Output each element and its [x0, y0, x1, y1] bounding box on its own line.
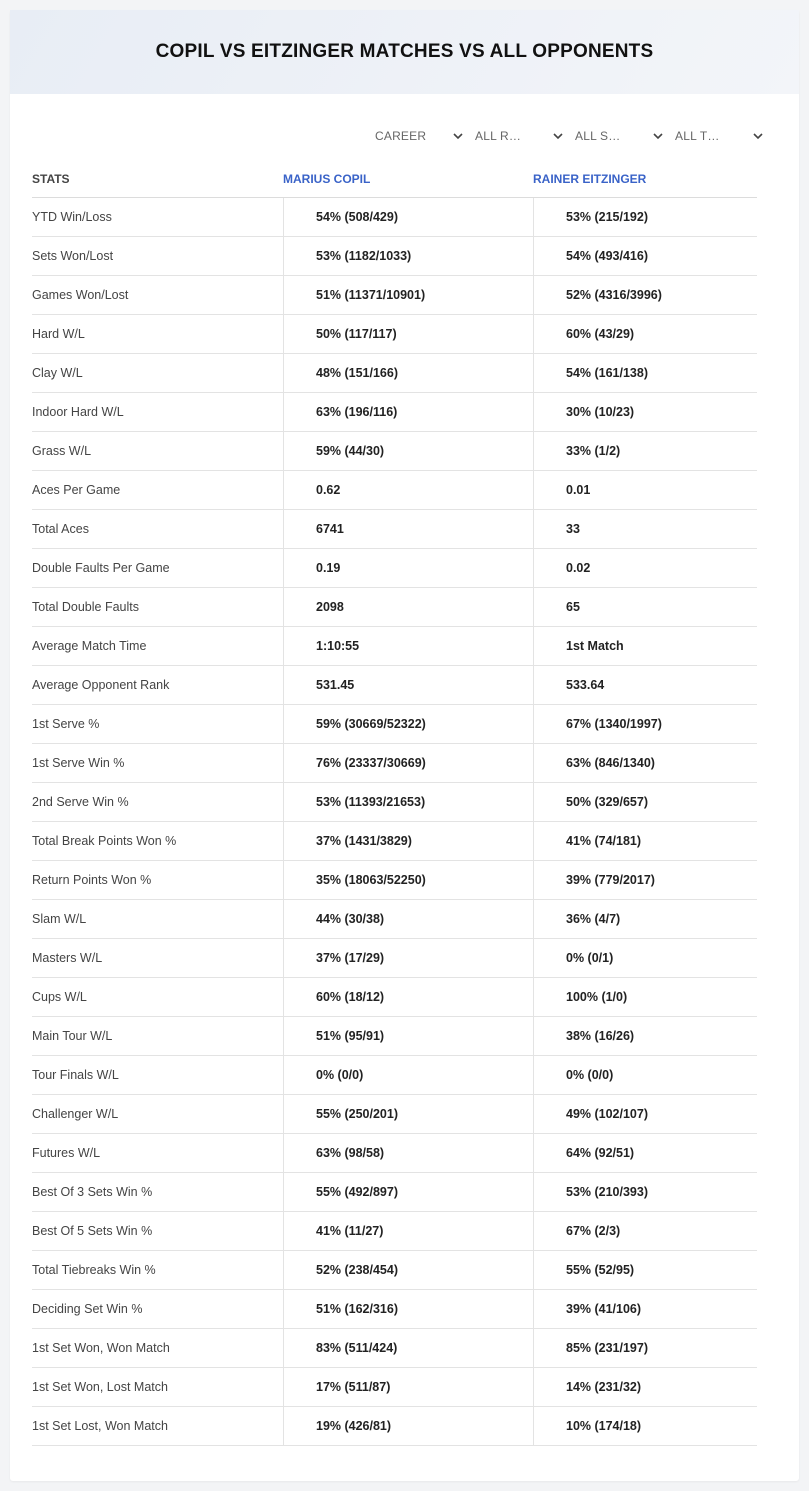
stat-label: Sets Won/Lost [32, 249, 114, 263]
player2-value: 65 [533, 588, 757, 626]
player1-value: 48% (151/166) [283, 354, 533, 392]
table-row [32, 666, 757, 705]
table-row [32, 198, 757, 237]
stat-label: Masters W/L [32, 951, 103, 965]
player1-value: 0.62 [283, 471, 533, 509]
table-row [32, 1290, 757, 1329]
stat-label: Deciding Set Win % [32, 1302, 143, 1316]
player2-value: 67% (1340/1997) [533, 705, 757, 743]
table-row [32, 1368, 757, 1407]
stats-table-header [32, 160, 757, 198]
player1-value: 76% (23337/30669) [283, 744, 533, 782]
table-row [32, 705, 757, 744]
player1-value: 0% (0/0) [283, 1056, 533, 1094]
stat-label: Return Points Won % [32, 873, 152, 887]
player1-value: 41% (11/27) [283, 1212, 533, 1250]
stats-table-body [32, 198, 757, 1446]
player1-value: 53% (1182/1033) [283, 237, 533, 275]
player1-value: 19% (426/81) [283, 1407, 533, 1445]
player2-value: 33 [533, 510, 757, 548]
table-row [32, 471, 757, 510]
player1-value: 59% (44/30) [283, 432, 533, 470]
table-row [32, 432, 757, 471]
table-row [32, 393, 757, 432]
player2-link[interactable]: RAINER EITZINGER [533, 171, 647, 186]
player2-value: 39% (41/106) [533, 1290, 757, 1328]
player2-value: 85% (231/197) [533, 1329, 757, 1367]
player2-value: 60% (43/29) [533, 315, 757, 353]
player2-value: 100% (1/0) [533, 978, 757, 1016]
filter-surface-dropdown[interactable] [565, 126, 665, 146]
player1-value: 6741 [283, 510, 533, 548]
player2-value: 39% (779/2017) [533, 861, 757, 899]
stat-label: Hard W/L [32, 327, 85, 341]
stat-label: Average Opponent Rank [32, 678, 170, 692]
player1-value: 0.19 [283, 549, 533, 587]
player2-value: 63% (846/1340) [533, 744, 757, 782]
stat-label: Slam W/L [32, 912, 87, 926]
player2-value: 55% (52/95) [533, 1251, 757, 1289]
stat-label: 1st Set Won, Lost Match [32, 1380, 168, 1394]
stat-label: Double Faults Per Game [32, 561, 170, 575]
player2-value: 14% (231/32) [533, 1368, 757, 1406]
stat-label: Total Tiebreaks Win % [32, 1263, 156, 1277]
stat-label: Total Double Faults [32, 600, 140, 614]
stat-label: Average Match Time [32, 639, 147, 653]
player2-value: 53% (215/192) [533, 198, 757, 236]
player1-value: 52% (238/454) [283, 1251, 533, 1289]
filter-round-dropdown[interactable] [465, 126, 565, 146]
player2-value: 54% (161/138) [533, 354, 757, 392]
table-row [32, 549, 757, 588]
player1-value: 55% (492/897) [283, 1173, 533, 1211]
player2-value: 0.01 [533, 471, 757, 509]
player1-value: 60% (18/12) [283, 978, 533, 1016]
player2-value: 0% (0/1) [533, 939, 757, 977]
player1-value: 51% (95/91) [283, 1017, 533, 1055]
filter-label: ALL T… [675, 129, 720, 143]
table-row [32, 978, 757, 1017]
player2-value: 10% (174/18) [533, 1407, 757, 1445]
player1-value: 35% (18063/52250) [283, 861, 533, 899]
stat-label: Games Won/Lost [32, 288, 129, 302]
stat-label: Tour Finals W/L [32, 1068, 119, 1082]
player2-value: 1st Match [533, 627, 757, 665]
filter-bar [365, 126, 765, 146]
player2-value: 49% (102/107) [533, 1095, 757, 1133]
chevron-down-icon [651, 129, 665, 143]
stat-label: Challenger W/L [32, 1107, 119, 1121]
stat-label: Grass W/L [32, 444, 92, 458]
stat-label: Total Aces [32, 522, 89, 536]
stat-label: Clay W/L [32, 366, 83, 380]
stat-label: Best Of 5 Sets Win % [32, 1224, 153, 1238]
stat-label: Indoor Hard W/L [32, 405, 124, 419]
table-row [32, 1134, 757, 1173]
table-row [32, 627, 757, 666]
stat-label: Futures W/L [32, 1146, 101, 1160]
player1-value: 17% (511/87) [283, 1368, 533, 1406]
player2-value: 30% (10/23) [533, 393, 757, 431]
player2-value: 533.64 [533, 666, 757, 704]
stat-label: Main Tour W/L [32, 1029, 113, 1043]
stat-label: 1st Set Won, Won Match [32, 1341, 170, 1355]
table-row [32, 939, 757, 978]
player2-value: 53% (210/393) [533, 1173, 757, 1211]
table-row [32, 1329, 757, 1368]
table-row [32, 744, 757, 783]
filter-period-dropdown[interactable] [365, 126, 465, 146]
chevron-down-icon [551, 129, 565, 143]
stat-label: YTD Win/Loss [32, 210, 112, 224]
table-row [32, 237, 757, 276]
filter-tournament-dropdown[interactable] [665, 126, 765, 146]
player1-value: 53% (11393/21653) [283, 783, 533, 821]
player1-value: 51% (11371/10901) [283, 276, 533, 314]
table-row [32, 354, 757, 393]
player1-value: 37% (17/29) [283, 939, 533, 977]
stat-label: 1st Serve Win % [32, 756, 125, 770]
chevron-down-icon [451, 129, 465, 143]
player2-value: 33% (1/2) [533, 432, 757, 470]
stat-label: Total Break Points Won % [32, 834, 177, 848]
stat-label: Cups W/L [32, 990, 87, 1004]
player2-value: 0% (0/0) [533, 1056, 757, 1094]
card-header [10, 10, 799, 94]
player1-value: 51% (162/316) [283, 1290, 533, 1328]
player1-value: 54% (508/429) [283, 198, 533, 236]
stat-label: 2nd Serve Win % [32, 795, 129, 809]
chevron-down-icon [751, 129, 765, 143]
table-row [32, 1017, 757, 1056]
player2-value: 64% (92/51) [533, 1134, 757, 1172]
filter-label: ALL S… [575, 129, 621, 143]
player2-value: 38% (16/26) [533, 1017, 757, 1055]
table-row [32, 510, 757, 549]
player2-value: 54% (493/416) [533, 237, 757, 275]
table-row [32, 1407, 757, 1446]
table-row [32, 1095, 757, 1134]
table-row [32, 783, 757, 822]
player1-value: 83% (511/424) [283, 1329, 533, 1367]
table-row [32, 1056, 757, 1095]
player2-value: 67% (2/3) [533, 1212, 757, 1250]
player2-value: 52% (4316/3996) [533, 276, 757, 314]
table-row [32, 315, 757, 354]
player1-link[interactable]: MARIUS COPIL [283, 171, 371, 186]
player1-value: 50% (117/117) [283, 315, 533, 353]
stat-label: Best Of 3 Sets Win % [32, 1185, 153, 1199]
table-row [32, 822, 757, 861]
player1-value: 531.45 [283, 666, 533, 704]
player2-value: 36% (4/7) [533, 900, 757, 938]
table-row [32, 588, 757, 627]
player1-value: 2098 [283, 588, 533, 626]
player1-value: 63% (196/116) [283, 393, 533, 431]
player1-value: 44% (30/38) [283, 900, 533, 938]
table-row [32, 276, 757, 315]
player1-value: 1:10:55 [283, 627, 533, 665]
player1-value: 63% (98/58) [283, 1134, 533, 1172]
page-title: COPIL VS EITZINGER MATCHES VS ALL OPPONENTS [155, 41, 654, 62]
player2-value: 41% (74/181) [533, 822, 757, 860]
player1-value: 37% (1431/3829) [283, 822, 533, 860]
stat-label: 1st Serve % [32, 717, 100, 731]
table-row [32, 861, 757, 900]
table-row [32, 1251, 757, 1290]
header-stats: STATS [32, 171, 70, 186]
player2-value: 0.02 [533, 549, 757, 587]
filter-label: ALL R… [475, 129, 522, 143]
stat-label: 1st Set Lost, Won Match [32, 1419, 168, 1433]
table-row [32, 900, 757, 939]
filter-label: CAREER [375, 129, 427, 143]
player1-value: 55% (250/201) [283, 1095, 533, 1133]
player1-value: 59% (30669/52322) [283, 705, 533, 743]
table-row [32, 1173, 757, 1212]
stat-label: Aces Per Game [32, 483, 121, 497]
table-row [32, 1212, 757, 1251]
player2-value: 50% (329/657) [533, 783, 757, 821]
